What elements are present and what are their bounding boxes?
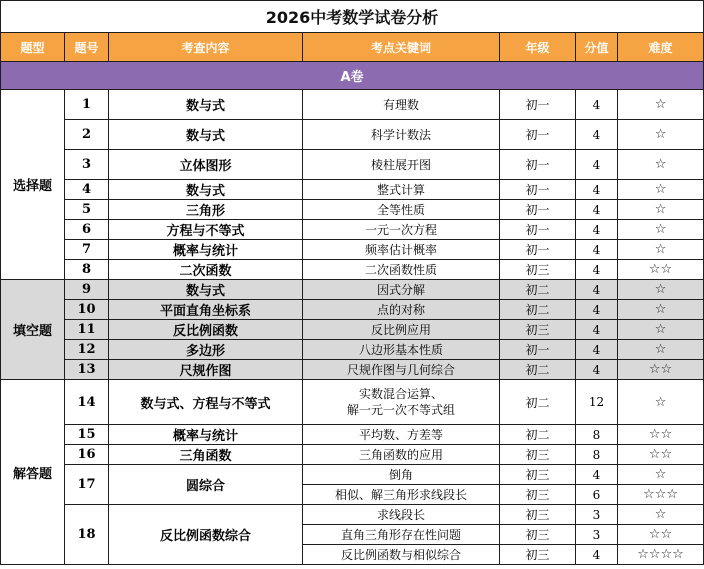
- score-cell[interactable]: 8: [576, 445, 618, 465]
- content-cell[interactable]: 数与式: [109, 120, 303, 150]
- header-type[interactable]: 题型: [1, 33, 65, 62]
- grade-cell[interactable]: 初三: [500, 320, 576, 340]
- keyword-cell[interactable]: [303, 320, 500, 340]
- difficulty-cell[interactable]: ☆: [618, 180, 704, 200]
- question-number-cell[interactable]: 9: [65, 280, 109, 300]
- grade-cell[interactable]: 初二: [500, 425, 576, 445]
- table-row: [1, 445, 704, 465]
- header-difficulty[interactable]: 难度: [618, 33, 704, 62]
- content-cell[interactable]: 数与式: [109, 280, 303, 300]
- difficulty-cell[interactable]: ☆: [618, 300, 704, 320]
- content-cell[interactable]: 方程与不等式: [109, 220, 303, 240]
- grade-cell[interactable]: 初三: [500, 485, 576, 505]
- difficulty-cell[interactable]: ☆: [618, 340, 704, 360]
- keyword-cell[interactable]: [303, 180, 500, 200]
- keyword-cell[interactable]: [303, 200, 500, 220]
- content-cell[interactable]: 数与式: [109, 180, 303, 200]
- grade-cell[interactable]: 初三: [500, 445, 576, 465]
- difficulty-cell[interactable]: ☆: [618, 150, 704, 180]
- keyword-cell[interactable]: [303, 545, 500, 565]
- keyword-cell[interactable]: [303, 525, 500, 545]
- keyword-text: 全等性质: [376, 202, 425, 217]
- question-number-cell[interactable]: 3: [65, 150, 109, 180]
- question-type-cell[interactable]: 选择题: [1, 90, 65, 280]
- score-cell[interactable]: 4: [576, 280, 618, 300]
- grade-cell[interactable]: 初三: [500, 505, 576, 525]
- keyword-text: 解一元一次不等式组: [346, 403, 455, 417]
- table-row: [1, 150, 704, 180]
- grade-cell[interactable]: 初三: [500, 260, 576, 280]
- difficulty-cell[interactable]: ☆☆☆: [618, 485, 704, 505]
- table-row: [1, 260, 704, 280]
- score-cell[interactable]: 8: [576, 425, 618, 445]
- table-row: [1, 425, 704, 445]
- score-cell[interactable]: 4: [576, 465, 618, 485]
- header-number[interactable]: 题号: [65, 33, 109, 62]
- score-cell[interactable]: 4: [576, 220, 618, 240]
- difficulty-cell[interactable]: ☆☆: [618, 425, 704, 445]
- table-row: [1, 240, 704, 260]
- question-number-cell[interactable]: 14: [65, 380, 109, 425]
- header-keywords[interactable]: 考点关键词: [303, 33, 500, 62]
- keyword-cell[interactable]: [303, 300, 500, 320]
- score-cell[interactable]: 3: [576, 505, 618, 525]
- grade-cell[interactable]: 初一: [500, 90, 576, 120]
- question-number-cell[interactable]: 12: [65, 340, 109, 360]
- keyword-text: 尺规作图与几何综合: [346, 362, 455, 377]
- keyword-text: 三角函数的应用: [358, 447, 443, 462]
- grade-cell[interactable]: 初二: [500, 360, 576, 380]
- question-number-cell[interactable]: 18: [65, 505, 109, 565]
- keyword-text: 反比例函数与相似综合: [340, 547, 461, 562]
- question-number-cell[interactable]: 10: [65, 300, 109, 320]
- difficulty-cell[interactable]: ☆: [618, 505, 704, 525]
- question-number-cell[interactable]: 13: [65, 360, 109, 380]
- table-row: [1, 360, 704, 380]
- keyword-cell[interactable]: [303, 380, 500, 425]
- difficulty-cell[interactable]: ☆: [618, 320, 704, 340]
- content-cell[interactable]: 三角函数: [109, 445, 303, 465]
- content-cell[interactable]: 概率与统计: [109, 240, 303, 260]
- keyword-text: 相似、解三角形求线段长: [334, 487, 467, 502]
- keyword-text: 直角三角形存在性问题: [340, 527, 461, 542]
- keyword-cell[interactable]: [303, 120, 500, 150]
- keyword-cell[interactable]: [303, 465, 500, 485]
- keyword-text: 求线段长: [376, 507, 425, 522]
- keyword-text: 实数混合运算、: [358, 387, 443, 401]
- keyword-cell[interactable]: [303, 425, 500, 445]
- keyword-text: 八边形基本性质: [358, 342, 443, 357]
- score-cell[interactable]: 4: [576, 320, 618, 340]
- score-cell[interactable]: 4: [576, 180, 618, 200]
- keyword-cell[interactable]: [303, 150, 500, 180]
- keyword-text: 二次函数性质: [364, 262, 437, 277]
- table-row: [1, 320, 704, 340]
- difficulty-cell[interactable]: ☆: [618, 220, 704, 240]
- keyword-cell[interactable]: [303, 360, 500, 380]
- grade-cell[interactable]: 初二: [500, 380, 576, 425]
- question-number-cell[interactable]: 15: [65, 425, 109, 445]
- grade-cell[interactable]: 初一: [500, 150, 576, 180]
- difficulty-cell[interactable]: ☆: [618, 240, 704, 260]
- header-grade[interactable]: 年级: [500, 33, 576, 62]
- keyword-text: 整式计算: [376, 182, 425, 197]
- content-cell[interactable]: 尺规作图: [109, 360, 303, 380]
- question-type-cell[interactable]: 解答题: [1, 380, 65, 565]
- score-cell[interactable]: 4: [576, 90, 618, 120]
- keyword-cell[interactable]: [303, 280, 500, 300]
- keyword-cell[interactable]: [303, 260, 500, 280]
- grade-cell[interactable]: 初三: [500, 545, 576, 565]
- score-cell[interactable]: 12: [576, 380, 618, 425]
- section-label[interactable]: A卷: [1, 62, 704, 90]
- keyword-text: 科学计数法: [370, 127, 431, 142]
- keyword-text: 频率估计概率: [364, 242, 437, 257]
- question-number-cell[interactable]: 4: [65, 180, 109, 200]
- keyword-text: 反比例应用: [370, 322, 431, 337]
- score-cell[interactable]: 4: [576, 300, 618, 320]
- content-cell[interactable]: 立体图形: [109, 150, 303, 180]
- keyword-cell[interactable]: [303, 485, 500, 505]
- header-score[interactable]: 分值: [576, 33, 618, 62]
- grade-cell[interactable]: 初三: [500, 525, 576, 545]
- keyword-text: 一元一次方程: [364, 222, 437, 237]
- keyword-text: 平均数、方差等: [358, 427, 443, 442]
- keyword-cell[interactable]: [303, 220, 500, 240]
- keyword-text: 因式分解: [376, 282, 425, 297]
- content-cell[interactable]: 数与式: [109, 90, 303, 120]
- question-number-cell[interactable]: 17: [65, 465, 109, 505]
- keyword-text: 棱柱展开图: [370, 157, 431, 172]
- table-row: [1, 465, 704, 485]
- difficulty-cell[interactable]: ☆: [618, 465, 704, 485]
- score-cell[interactable]: 4: [576, 240, 618, 260]
- keyword-text: 有理数: [382, 97, 419, 112]
- header-content[interactable]: 考查内容: [109, 33, 303, 62]
- score-cell[interactable]: 4: [576, 120, 618, 150]
- content-cell[interactable]: 反比例函数: [109, 320, 303, 340]
- sheet-title[interactable]: 2026中考数学试卷分析: [1, 1, 704, 33]
- keyword-cell[interactable]: [303, 505, 500, 525]
- difficulty-cell[interactable]: ☆: [618, 200, 704, 220]
- table-row: [1, 280, 704, 300]
- table-row: [1, 220, 704, 240]
- score-cell[interactable]: 4: [576, 200, 618, 220]
- grade-cell[interactable]: 初一: [500, 220, 576, 240]
- grade-cell[interactable]: 初一: [500, 200, 576, 220]
- difficulty-cell[interactable]: ☆☆: [618, 525, 704, 545]
- grade-cell[interactable]: 初一: [500, 340, 576, 360]
- keyword-text: 倒角: [388, 467, 413, 482]
- difficulty-cell[interactable]: ☆☆☆☆: [618, 545, 704, 565]
- table-row: [1, 120, 704, 150]
- table-row: [1, 340, 704, 360]
- content-cell[interactable]: 多边形: [109, 340, 303, 360]
- question-number-cell[interactable]: 6: [65, 220, 109, 240]
- grade-cell[interactable]: 初二: [500, 300, 576, 320]
- question-number-cell[interactable]: 2: [65, 120, 109, 150]
- question-number-cell[interactable]: 1: [65, 90, 109, 120]
- difficulty-cell[interactable]: ☆: [618, 280, 704, 300]
- difficulty-cell[interactable]: ☆: [618, 120, 704, 150]
- difficulty-cell[interactable]: ☆☆: [618, 360, 704, 380]
- score-cell[interactable]: 4: [576, 340, 618, 360]
- score-cell[interactable]: 4: [576, 360, 618, 380]
- question-number-cell[interactable]: 11: [65, 320, 109, 340]
- difficulty-cell[interactable]: ☆☆: [618, 260, 704, 280]
- question-number-cell[interactable]: 16: [65, 445, 109, 465]
- score-cell[interactable]: 3: [576, 525, 618, 545]
- question-number-cell[interactable]: 5: [65, 200, 109, 220]
- difficulty-cell[interactable]: ☆☆: [618, 445, 704, 465]
- table-row: [1, 180, 704, 200]
- grade-cell[interactable]: 初一: [500, 180, 576, 200]
- keyword-cell[interactable]: [303, 445, 500, 465]
- question-number-cell[interactable]: 7: [65, 240, 109, 260]
- table-row: [1, 200, 704, 220]
- question-type-cell[interactable]: 填空题: [1, 280, 65, 380]
- keyword-cell[interactable]: [303, 90, 500, 120]
- content-cell[interactable]: 圆综合: [109, 465, 303, 505]
- grade-cell[interactable]: 初一: [500, 120, 576, 150]
- keyword-text: 点的对称: [376, 302, 425, 317]
- content-cell[interactable]: 平面直角坐标系: [109, 300, 303, 320]
- keyword-cell[interactable]: [303, 340, 500, 360]
- difficulty-cell[interactable]: ☆: [618, 380, 704, 425]
- keyword-cell[interactable]: [303, 240, 500, 260]
- content-cell[interactable]: 三角形: [109, 200, 303, 220]
- content-cell[interactable]: 概率与统计: [109, 425, 303, 445]
- score-cell[interactable]: 4: [576, 260, 618, 280]
- content-cell[interactable]: 数与式、方程与不等式: [109, 380, 303, 425]
- table-row: [1, 380, 704, 425]
- difficulty-cell[interactable]: ☆: [618, 90, 704, 120]
- score-cell[interactable]: 4: [576, 545, 618, 565]
- table-row: [1, 505, 704, 525]
- question-number-cell[interactable]: 8: [65, 260, 109, 280]
- table-row: [1, 300, 704, 320]
- score-cell[interactable]: 6: [576, 485, 618, 505]
- table-row: [1, 90, 704, 120]
- grade-cell[interactable]: 初二: [500, 280, 576, 300]
- grade-cell[interactable]: 初三: [500, 465, 576, 485]
- content-cell[interactable]: 二次函数: [109, 260, 303, 280]
- score-cell[interactable]: 4: [576, 150, 618, 180]
- content-cell[interactable]: 反比例函数综合: [109, 505, 303, 565]
- grade-cell[interactable]: 初一: [500, 240, 576, 260]
